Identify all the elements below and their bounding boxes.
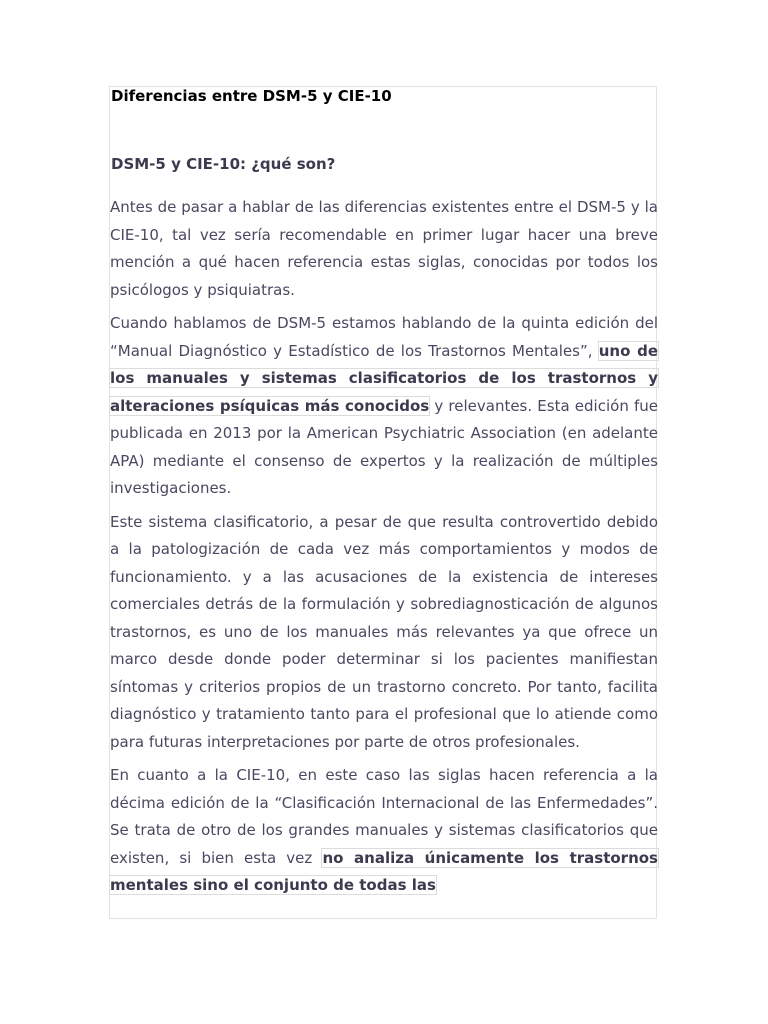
- document-body: [110, 194, 658, 906]
- paragraph-dsm5-text-c: y relevantes. Esta edición fue publicada en 2013 por la American Psychiatric Association (en adelante APA) mediante el consenso de expertos y la realización de múltiples investigaciones.: [110, 396, 658, 497]
- document-page: [109, 86, 657, 919]
- paragraph-intro: Antes de pasar a hablar de las diferencias existentes entre el DSM-5 y la CIE-10, tal vez sería recomendable en primer lugar hacer una breve mención a qué hacen referencia estas siglas, conocidas por todos los psicólogos y psiquiatras.: [110, 198, 658, 299]
- highlight-dsm5: uno de los manuales y sistemas clasificatorios de los trastornos y alteraciones psíquicas más conocidos: [110, 341, 658, 415]
- paragraph-dsm5-text-a: Cuando hablamos de DSM-5 estamos hablando de la quinta edición del “Manual Diagnóstico y Estadístico de los Trastornos Mentales”,: [110, 314, 658, 360]
- section-heading: DSM-5 y CIE-10: ¿qué son?: [111, 155, 336, 173]
- paragraph-classification-system: Este sistema clasificatorio, a pesar de que resulta controvertido debido a la patologización de cada vez más comportamientos y modos de funcionamiento. y a las acusaciones de la existencia de intereses comerciales detrás de la formulación y sobrediagnosticación de algunos trastornos, es uno de los manuales más relevantes ya que ofrece un marco desde donde poder determinar si los pacientes manifiestan síntomas y criterios propios de un trastorno concreto. Por tanto, facilita diagnóstico y tratamiento tanto para el profesional que lo atiende como para futuras interpretaciones por parte de otros profesionales.: [110, 512, 658, 751]
- paragraph-dsm5: [110, 310, 658, 503]
- paragraph-cie10: [110, 762, 658, 900]
- document-title: Diferencias entre DSM-5 y CIE-10: [111, 87, 392, 105]
- highlight-cie10: no analiza únicamente los trastornos mentales sino el conjunto de todas las: [110, 848, 658, 894]
- paragraph-cie10-text-a: En cuanto a la CIE-10, en este caso las siglas hacen referencia a la décima edición de la “Clasificación Internacional de las Enfermedades”. Se trata de otro de los grandes manuales y sistemas clasificatorios que existen, si bien esta vez: [110, 766, 658, 867]
